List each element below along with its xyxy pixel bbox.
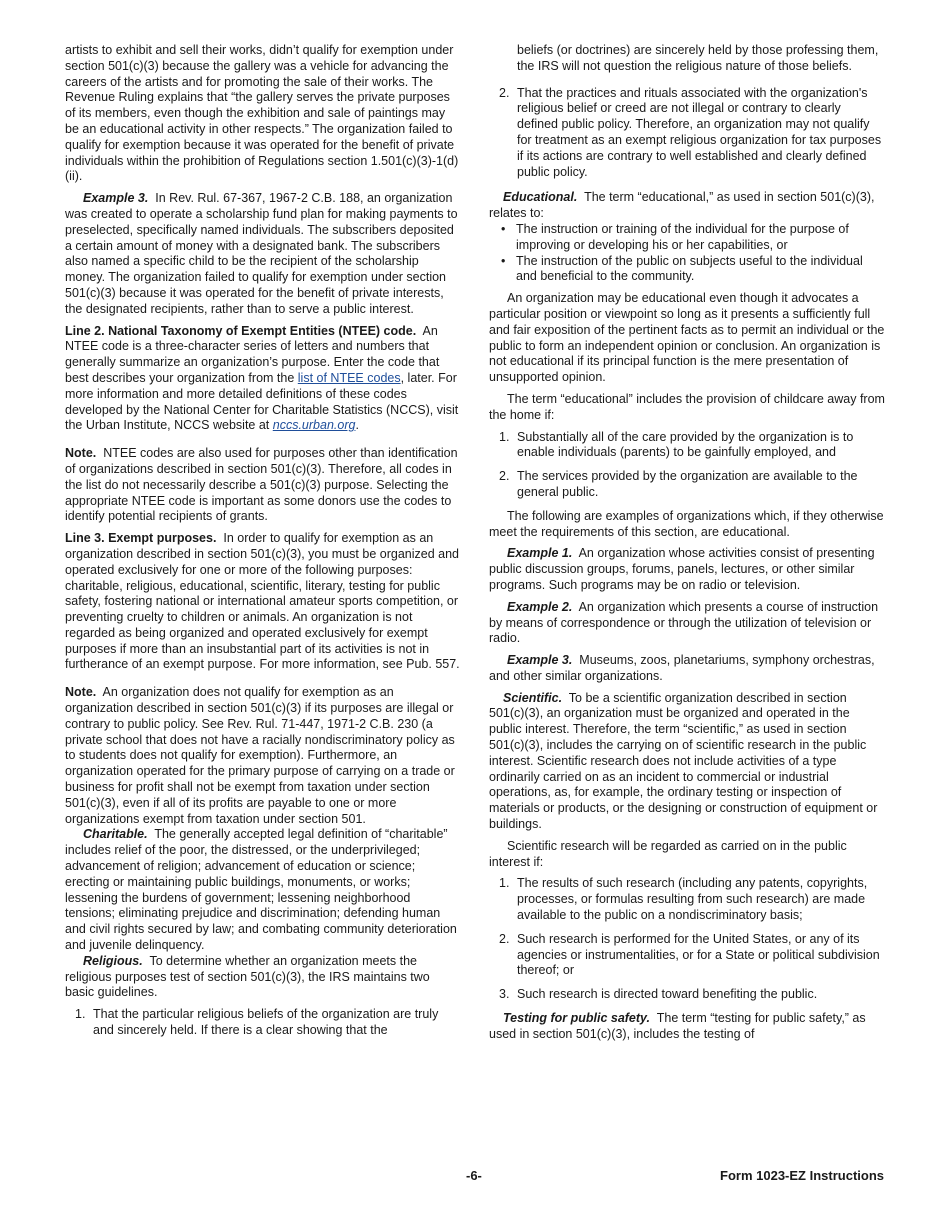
bullet-item [489,222,885,254]
note-label: Note. [65,685,97,700]
bullet-item [489,254,885,286]
paragraph-scientific-public-interest: Scientific research will be regarded as carried on in the public interest if: [489,838,847,869]
scientific-conditions-list [489,876,885,1003]
nccs-website-link[interactable]: nccs.urban.org [272,418,356,433]
paragraph-scientific [489,691,885,833]
list-number: 2. [499,85,510,100]
paragraph-example-1 [489,546,885,593]
example-1-text: An organization whose activities consist of presenting public discussion groups, forums, panels, lectures, or other similar programs. Such programs may be on radio or television. [489,546,875,592]
note-label: Note. [65,446,97,461]
scientific-text: To be a scientific organization described in section 501(c)(3), an organization must be organized and operated in the public interest. Therefore, the term “scientific,” as used in section 501(c)(3), includes the carrying on of scientific research in the public interest. Scientific research does not include activities of a type ordinarily carried on as an incident to commercial or industrial operations, as, for example, the ordinary testing or inspection of materials or products, or the designing or construction of equipment or buildings. [489,690,878,832]
list-item [489,86,885,181]
charitable-label: Charitable. [83,827,148,842]
religious-text: To determine whether an organization meets the religious purposes test of section 501(c)(3), the IRS maintains two basic guidelines. [65,953,430,1000]
bullet-text: The instruction of the public on subjects useful to the individual and beneficial to the community. [516,253,863,284]
list-item [489,987,885,1003]
religious-guidelines-list-continued [489,86,885,181]
testing-text: The term “testing for public safety,” as used in section 501(c)(3), includes the testing of [489,1011,866,1041]
list-item [65,1007,461,1039]
list-number: 2. [499,469,510,484]
paragraph-line-2 [65,324,461,435]
line-2-period: . [355,418,359,433]
paragraph-educational-examples-intro: The following are examples of organizations which, if they otherwise meet the requirements of this section, are educational. [489,508,884,539]
list-number: 1. [499,876,510,891]
list-item [489,932,885,979]
religious-label: Religious. [83,953,143,968]
paragraph-testing-public-safety [489,1011,885,1043]
paragraph-art-gallery: artists to exhibit and sell their works, didn’t qualify for exemption under section 501(c)(3) because the gallery was a vehicle for advancing the careers of the artists and for promoting the sale of their works. The Revenue Ruling explains that “the gallery serves the private purposes of its members, even though the exhibition and sale of paintings may be an educational activity in other respects.” The organization failed to qualify for exemption because it was operated for the benefit of private individuals within the prohibition of Regulations section 1.501(c)(3)-1(d)(ii). [65,43,459,184]
bullet-icon: • [501,221,506,236]
list-number: 3. [499,987,510,1002]
childcare-conditions-list [489,430,885,501]
paragraph-example-3 [65,191,461,317]
ntee-codes-link[interactable]: list of NTEE codes [297,370,401,385]
list-item [489,876,885,923]
paragraph-note-public-policy [65,685,461,827]
paragraph-educational-advocacy: An organization may be educational even though it advocates a particular position or viewpoint so long as it presents a sufficiently full and fair exposition of the pertinent facts as to permit an individual or the public to form an independent opinion or conclusion. An organization is not educational if its principal function is the mere presentation of unsupported opinion. [489,291,885,385]
paragraph-line-3 [65,531,461,673]
paragraph-religious [65,954,461,1001]
list-item-text: Substantially all of the care provided by the organization is to enable individuals (parents) to be gainfully employed, and [517,429,854,460]
list-item [489,469,885,501]
example-1-label: Example 1. [507,546,573,561]
paragraph-charitable [65,827,461,953]
list-item-text: That the particular religious beliefs of the organization are truly and sincerely held. If there is a clear showing that the [93,1007,439,1038]
list-number: 1. [75,1007,86,1022]
example-2-text: An organization which presents a course of instruction by means of correspondence or through the utilization of television or radio. [489,599,879,646]
list-item [489,430,885,462]
line-2-heading: Line 2. National Taxonomy of Exempt Entities (NTEE) code. [65,323,417,338]
example-3-text: In Rev. Rul. 67-367, 1967-2 C.B. 188, an organization was created to operate a scholarship fund plan for making payments to preselected, specifically named individuals. The subscribers deposited a certain amount of money with a designated bank. The subscribers also named a specific child to be the recipient of the scholarship money. The organization failed to qualify for exemption under section 501(c)(3) because it was operated for the benefit of private interests, the designated recipients, rather than to serve a public interest. [65,191,458,316]
paragraph-childcare: The term “educational” includes the provision of childcare away from the home if: [489,391,885,422]
paragraph-note-ntee [65,446,461,525]
paragraph-educational [489,190,885,222]
testing-label: Testing for public safety. [503,1011,651,1026]
bullet-icon: • [501,253,506,268]
list-item-text: That the practices and rituals associated with the organization's religious belief or creed are not illegal or contrary to clearly defined public policy. Therefore, an organization may not qualify for treatment as an exempt religious organization for tax purposes if its actions are contrary to well established and clearly defined public policy. [517,85,882,179]
scientific-label: Scientific. [503,690,563,705]
list-item-text: The results of such research (including any patents, copyrights, processes, or formulas resulting from such research) are made available to the public on a nondiscriminatory basis; [517,876,868,923]
example-3-text: Museums, zoos, planetariums, symphony orchestras, and other similar organizations. [489,653,875,683]
educational-bullet-list [489,222,885,285]
charitable-text: The generally accepted legal definition of “charitable” includes relief of the poor, the distressed, or the underprivileged; advancement of religion; advancement of education or science; erecting or maintaining public buildings, monuments, or works; lessening the burdens of government; lessening neighborhood tensions; eliminating prejudice and discrimination; defending human and civil rights secured by law; and combating community deterioration and juvenile delinquency. [65,827,457,953]
line-3-text: In order to qualify for exemption as an organization described in section 501(c)(3), you must be organized and operated exclusively for one or more of the following purposes: charitable, religious, educational, scientific, literary, testing for public safety, fostering national or international amateur sports competition, or preventing cruelty to children or animals. An organization is not regarded as being organized and operated exclusively for exempt purposes if more than an insubstantial part of its activities is not in furtherance of an exempt purpose. For more information, see Pub. 557. [65,531,460,672]
religious-item-1-continuation: beliefs (or doctrines) are sincerely held by those professing them, the IRS will not question the religious nature of those beliefs. [517,43,879,73]
example-3-label: Example 3. [83,191,149,206]
educational-text: The term “educational,” as used in section 501(c)(3), relates to: [489,190,875,221]
list-item-text: The services provided by the organization are available to the general public. [517,469,858,499]
list-item-text: Such research is directed toward benefiting the public. [517,987,818,1002]
list-item-text: Such research is performed for the United States, or any of its agencies or instrumentalities, or for a State or political subdivision thereof; or [517,931,880,978]
religious-guidelines-list [65,1007,461,1039]
list-number: 2. [499,931,510,946]
paragraph-example-3-museums [489,653,885,685]
paragraph-example-2 [489,600,885,647]
line-2-text-2: , later. For more information and more detailed definitions of these codes developed by the National Center for Charitable Statistics (NCCS), visit the Urban Institute, NCCS website at [65,370,459,433]
educational-label: Educational. [503,190,578,205]
line-3-heading: Line 3. Exempt purposes. [65,531,217,546]
example-3-label: Example 3. [507,653,573,668]
list-number: 1. [499,429,510,444]
line-2-text: An NTEE code is a three-character series of letters and numbers that generally summarize an organization’s purpose. Enter the code that best describes your organization from the [65,323,440,385]
page-number: -6- [466,1168,482,1183]
right-column [489,43,885,1049]
example-2-label: Example 2. [507,599,573,614]
left-column [65,43,461,1047]
bullet-text: The instruction or training of the individual for the purpose of improving or developing his or her capabilities, or [516,221,849,252]
note-text: NTEE codes are also used for purposes other than identification of organizations described in section 501(c)(3). Therefore, all codes in the list do not necessarily describe a 501(c)(3) purpose. Selecting the appropriate NTEE code is important as some donors use the codes to identify potential recipients of grants. [65,446,458,524]
note-text: An organization does not qualify for exemption as an organization described in section 501(c)(3) if its purposes are illegal or contrary to public policy. See Rev. Rul. 71-447, 1971-2 C.B. 230 (a private school that does not have a racially nondiscriminatory policy as to students does not qualify for exemption). Furthermore, an organization operated for the primary purpose of carrying on a trade or business for profit shall not be exempt from taxation under section 501(c)(3), even if all of its profits are payable to one or more organizations exempt from taxation under section 501. [65,685,455,826]
form-title: Form 1023-EZ Instructions [720,1168,884,1183]
